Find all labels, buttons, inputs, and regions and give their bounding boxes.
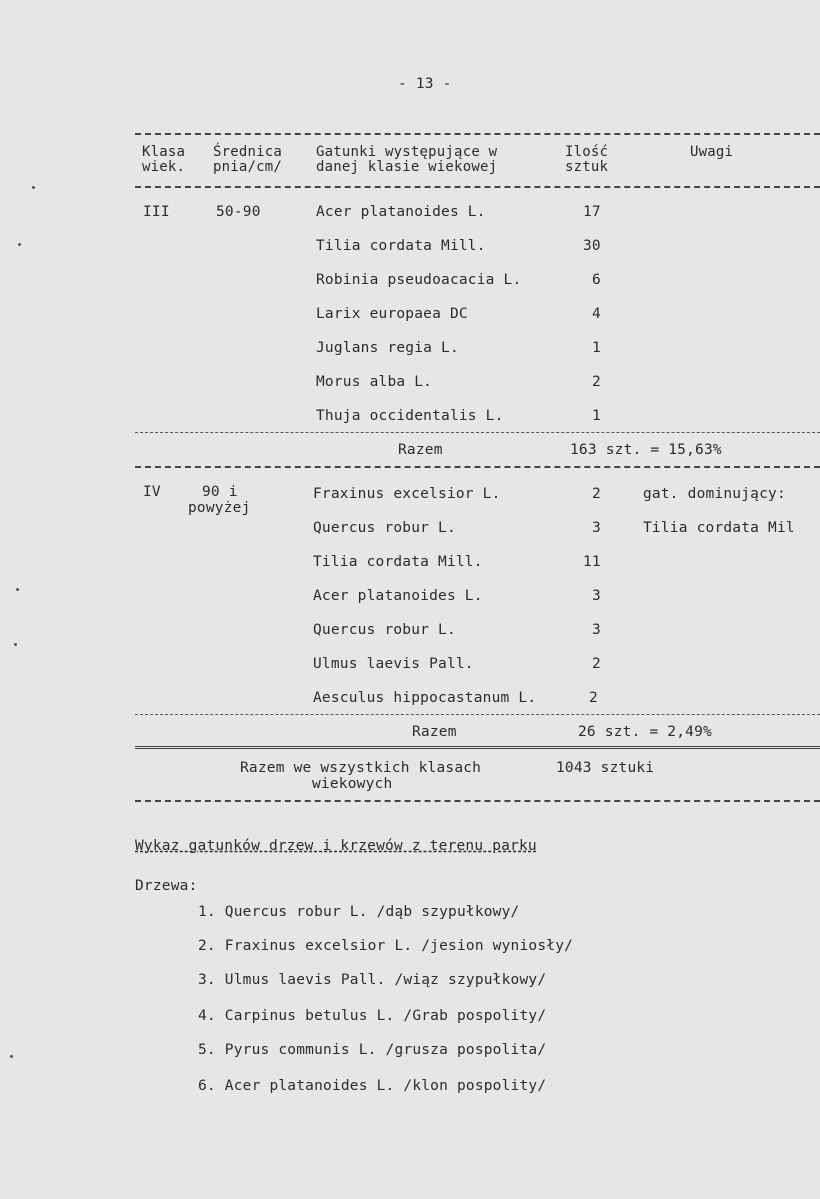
group4-razem-value: 26 szt. = 2,49% bbox=[578, 724, 712, 740]
margin-mark bbox=[10, 1055, 13, 1058]
drzewa-item-2: 2. Fraxinus excelsior L. /jesion wyniosły/ bbox=[198, 938, 574, 954]
group4-klasa: IV bbox=[143, 484, 161, 500]
group3-count-4: 4 bbox=[592, 306, 601, 322]
total-label-line1: Razem we wszystkich klasach bbox=[240, 760, 482, 776]
group4-species-7: Aesculus hippocastanum L. bbox=[313, 690, 537, 706]
group4-uwagi-line2: Tilia cordata Mil bbox=[643, 520, 795, 536]
drzewa-item-4: 4. Carpinus betulus L. /Grab pospolity/ bbox=[198, 1008, 547, 1024]
margin-mark bbox=[32, 186, 35, 189]
group3-count-5: 1 bbox=[592, 340, 601, 356]
header-ilosc: Ilość sztuk bbox=[565, 144, 609, 175]
group3-count-1: 17 bbox=[583, 204, 601, 220]
header-uwagi: Uwagi bbox=[690, 144, 734, 160]
section-title: Wykaz gatunków drzew i krzewów z terenu parku bbox=[135, 838, 537, 854]
group4-species-5: Quercus robur L. bbox=[313, 622, 456, 638]
group4-count-4: 3 bbox=[592, 588, 601, 604]
total-label-line2: wiekowych bbox=[312, 776, 393, 792]
group4-species-2: Quercus robur L. bbox=[313, 520, 456, 536]
margin-mark bbox=[14, 643, 17, 646]
group4-count-2: 3 bbox=[592, 520, 601, 536]
group4-species-1: Fraxinus excelsior L. bbox=[313, 486, 501, 502]
group4-razem-label: Razem bbox=[412, 724, 457, 740]
total-value: 1043 sztuki bbox=[556, 760, 655, 776]
header-bottom-rule bbox=[135, 186, 820, 188]
group4-species-4: Acer platanoides L. bbox=[313, 588, 483, 604]
drzewa-label: Drzewa: bbox=[135, 878, 198, 894]
header-klasa: Klasa wiek. bbox=[142, 144, 186, 175]
group4-count-1: 2 bbox=[592, 486, 601, 502]
group3-species-7: Thuja occidentalis L. bbox=[316, 408, 504, 424]
group3-species-1: Acer platanoides L. bbox=[316, 204, 486, 220]
margin-mark bbox=[18, 243, 21, 246]
group4-srednica-line2: powyżej bbox=[188, 500, 251, 516]
drzewa-item-3: 3. Ulmus laevis Pall. /wiąz szypułkowy/ bbox=[198, 972, 547, 988]
group3-count-7: 1 bbox=[592, 408, 601, 424]
group3-bottom-rule bbox=[135, 466, 820, 468]
page-number: - 13 - bbox=[398, 76, 452, 92]
group3-species-2: Tilia cordata Mill. bbox=[316, 238, 486, 254]
drzewa-item-5: 5. Pyrus communis L. /grusza pospolita/ bbox=[198, 1042, 547, 1058]
group4-subtotal-rule bbox=[135, 714, 820, 715]
group3-species-6: Morus alba L. bbox=[316, 374, 433, 390]
table-top-rule bbox=[135, 133, 820, 135]
group4-double-rule bbox=[135, 746, 820, 749]
group3-species-4: Larix europaea DC bbox=[316, 306, 468, 322]
group3-species-5: Juglans regia L. bbox=[316, 340, 459, 356]
group3-razem-label: Razem bbox=[398, 442, 443, 458]
group4-srednica-line1: 90 i bbox=[202, 484, 238, 500]
group3-srednica: 50-90 bbox=[216, 204, 261, 220]
group4-count-7: 2 bbox=[589, 690, 598, 706]
drzewa-item-1: 1. Quercus robur L. /dąb szypułkowy/ bbox=[198, 904, 520, 920]
group4-count-6: 2 bbox=[592, 656, 601, 672]
drzewa-item-6: 6. Acer platanoides L. /klon pospolity/ bbox=[198, 1078, 547, 1094]
group3-count-3: 6 bbox=[592, 272, 601, 288]
header-srednica: Średnica pnia/cm/ bbox=[213, 144, 283, 175]
group4-count-5: 3 bbox=[592, 622, 601, 638]
group3-count-2: 30 bbox=[583, 238, 601, 254]
group3-klasa: III bbox=[143, 204, 170, 220]
group3-count-6: 2 bbox=[592, 374, 601, 390]
group3-razem-value: 163 szt. = 15,63% bbox=[570, 442, 722, 458]
table-bottom-rule bbox=[135, 800, 820, 802]
group4-species-3: Tilia cordata Mill. bbox=[313, 554, 483, 570]
group4-uwagi-line1: gat. dominujący: bbox=[643, 486, 786, 502]
group3-subtotal-rule bbox=[135, 432, 820, 433]
group4-count-3: 11 bbox=[583, 554, 601, 570]
margin-mark bbox=[16, 588, 19, 591]
group3-species-3: Robinia pseudoacacia L. bbox=[316, 272, 522, 288]
group4-species-6: Ulmus laevis Pall. bbox=[313, 656, 474, 672]
header-gatunki: Gatunki występujące w danej klasie wiekowej bbox=[316, 144, 498, 175]
